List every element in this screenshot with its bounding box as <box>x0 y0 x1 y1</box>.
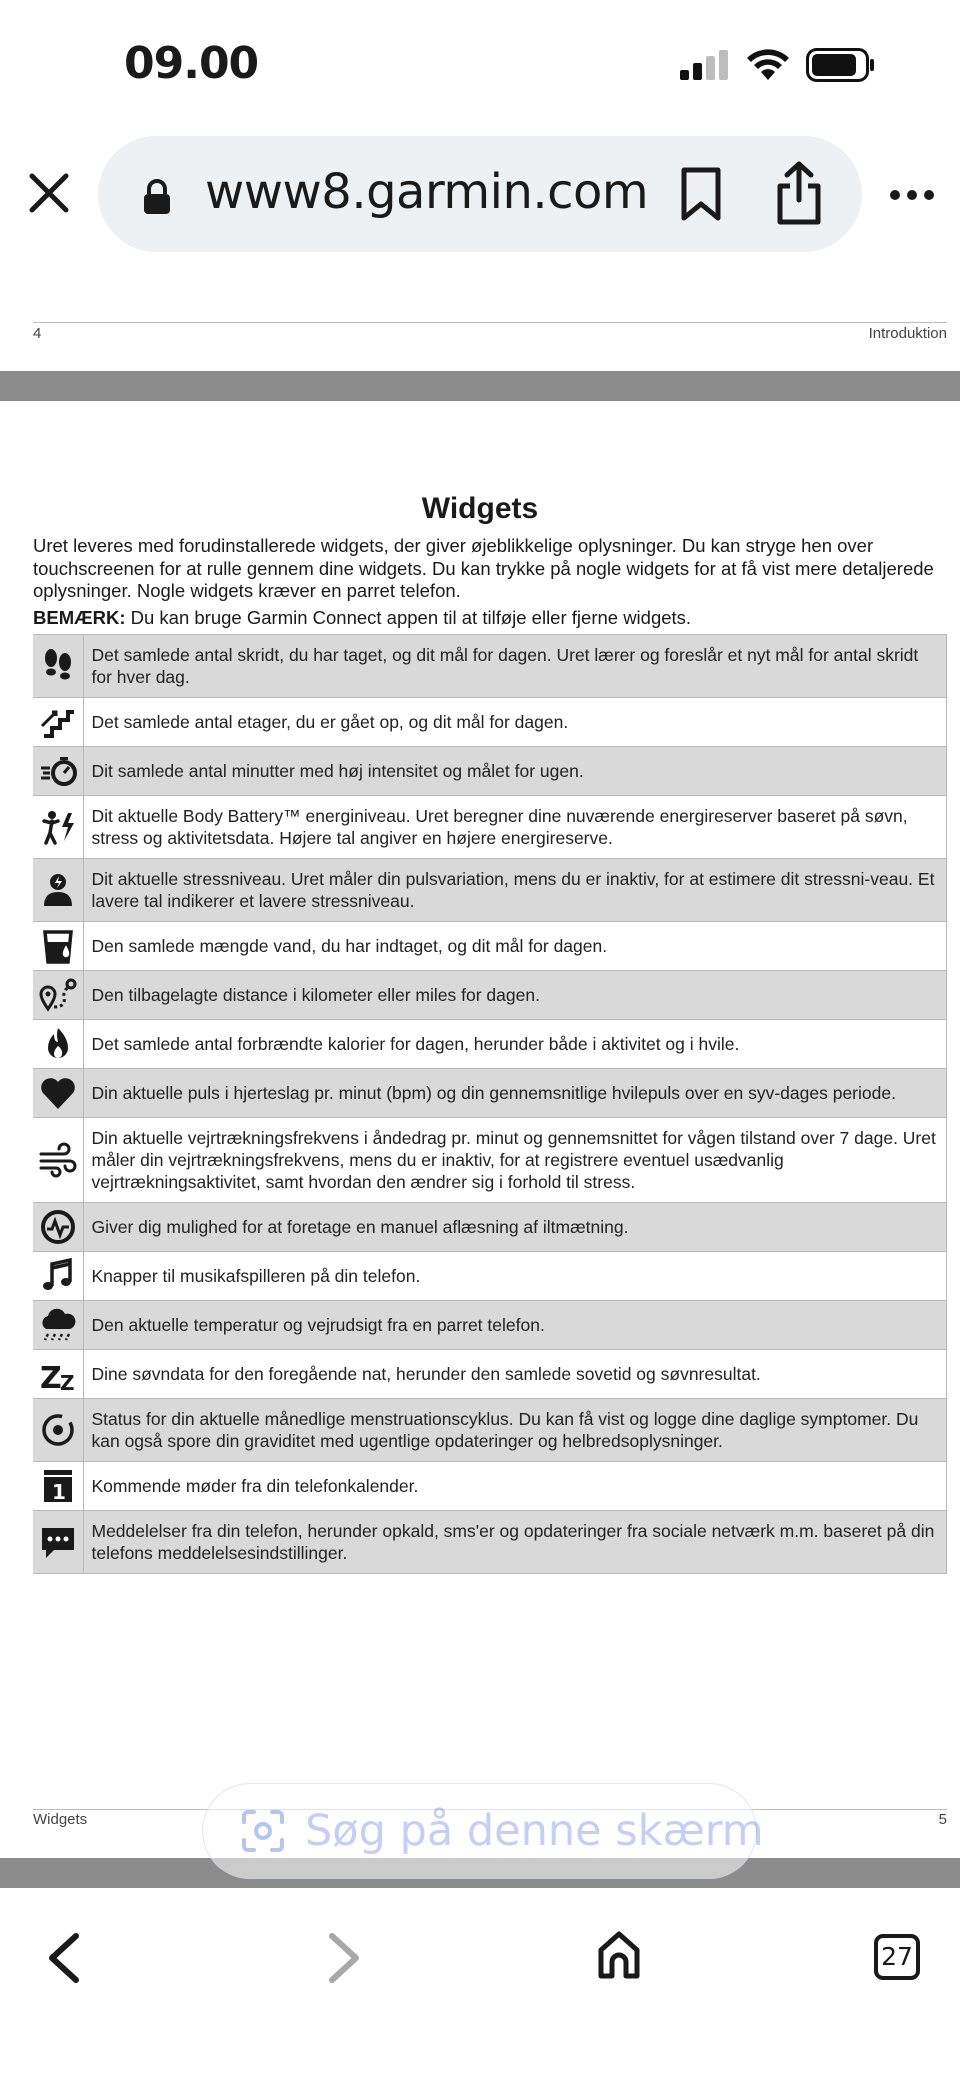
svg-text:Z: Z <box>39 1361 62 1394</box>
table-cell-icon <box>33 1301 83 1350</box>
table-cell-text: Det samlede antal forbrændte kalorier for dagen, herunder både i aktivitet og i hvile. <box>83 1020 947 1069</box>
page-title: Widgets <box>421 492 539 525</box>
table-cell-icon <box>33 1399 83 1462</box>
table-cell-icon <box>33 1462 83 1511</box>
widgets-table <box>33 634 947 1574</box>
note-paragraph <box>33 607 938 630</box>
bottom-toolbar <box>0 1890 960 2081</box>
table-row <box>33 698 947 747</box>
table-cell-icon <box>33 1069 83 1118</box>
weather-cloud-icon <box>38 1305 78 1345</box>
table-cell-text: Den aktuelle temperatur og vejrudsigt fra en parret telefon. <box>83 1301 947 1350</box>
table-cell-text: Meddelelser fra din telefon, herunder opkald, sms'er og opdateringer fra sociale netværk m.m. baseret på din telefons meddelelsesindstillinger. <box>83 1511 947 1574</box>
table-cell-text: Dit aktuelle Body Battery™ energiniveau. Uret beregner dine nuværende energireserver baseret på søvn, stress og aktivitetsdata. Højere tal angiver en højere energireserve. <box>83 796 947 859</box>
heart-icon <box>38 1073 78 1113</box>
table-row <box>33 1399 947 1462</box>
intensity-minutes-icon <box>38 751 78 791</box>
table-cell-text: Din aktuelle vejrtrækningsfrekvens i åndedrag pr. minut og gennemsnittet for vågen tilstand over 7 dage. Uret måler din vejrtrækningsfrekvens, mens du er inaktiv, for at registrere eventuel usædvanlig vejrtrækningsaktivitet, samt hvordan den ændrer sig i forhold til stress. <box>83 1118 947 1203</box>
page-number-top: 4 <box>33 325 42 342</box>
bookmark-icon[interactable] <box>676 166 726 222</box>
lens-camera-icon <box>240 1808 286 1854</box>
share-icon[interactable] <box>774 160 824 226</box>
battery-icon <box>806 48 876 82</box>
table-cell-text: Dit samlede antal minutter med høj intensitet og målet for ugen. <box>83 747 947 796</box>
music-note-icon <box>38 1256 78 1296</box>
more-options-icon[interactable] <box>888 184 936 206</box>
notifications-icon <box>38 1522 78 1562</box>
forward-arrow-icon <box>322 1930 366 1986</box>
table-cell-text: Den samlede mængde vand, du har indtaget, og dit mål for dagen. <box>83 922 947 971</box>
page-number-bottom: 5 <box>938 1811 947 1828</box>
page-separator <box>0 371 960 401</box>
table-cell-icon <box>33 1252 83 1301</box>
table-row <box>33 1252 947 1301</box>
note-label: BEMÆRK: <box>33 607 126 628</box>
table-row <box>33 1069 947 1118</box>
note-text: Du kan bruge Garmin Connect appen til at tilføje eller fjerne widgets. <box>125 607 692 628</box>
back-arrow-icon[interactable] <box>42 1930 86 1986</box>
table-cell-text: Status for din aktuelle månedlige menstruationscyklus. Du kan få vist og logge dine daglige symptomer. Du kan også spore din graviditet med ugentlige opdateringer og helbredsoplysninger. <box>83 1399 947 1462</box>
table-cell-text: Din aktuelle puls i hjerteslag pr. minut (bpm) og din gennemsnitlige hvilepuls over en syv-dages periode. <box>83 1069 947 1118</box>
table-row <box>33 1203 947 1252</box>
pulse-ox-icon <box>38 1207 78 1247</box>
table-cell-text: Kommende møder fra din telefonkalender. <box>83 1462 947 1511</box>
table-row <box>33 1511 947 1574</box>
table-row <box>33 635 947 698</box>
table-row <box>33 1462 947 1511</box>
table-cell-icon <box>33 859 83 922</box>
table-cell-text: Det samlede antal skridt, du har taget, og dit mål for dagen. Uret lærer og foreslår et nyt mål for antal skridt for hver dag. <box>83 635 947 698</box>
table-cell-icon <box>33 1350 83 1399</box>
table-row <box>33 1350 947 1399</box>
table-cell-text: Det samlede antal etager, du er gået op, og dit mål for dagen. <box>83 698 947 747</box>
table-row <box>33 747 947 796</box>
url-text[interactable]: www8.garmin.com <box>205 164 649 220</box>
table-cell-icon <box>33 635 83 698</box>
table-cell-text: Dit aktuelle stressniveau. Uret måler din pulsvariation, mens du er inaktiv, for at estimere dit stressni-veau. Et lavere tal indikerer et lavere stressniveau. <box>83 859 947 922</box>
table-row <box>33 1118 947 1203</box>
flame-icon <box>38 1024 78 1064</box>
table-cell-text: Giver dig mulighed for at foretage en manuel aflæsning af iltmætning. <box>83 1203 947 1252</box>
page-rule <box>33 322 947 323</box>
status-bar <box>0 0 960 120</box>
table-cell-icon <box>33 1203 83 1252</box>
tab-count-button[interactable]: 27 <box>874 1934 920 1980</box>
table-cell-icon <box>33 971 83 1020</box>
page-section-bottom: Widgets <box>33 1811 88 1828</box>
svg-text:Z: Z <box>59 1371 75 1394</box>
table-cell-icon <box>33 1511 83 1574</box>
table-cell-icon <box>33 796 83 859</box>
table-cell-text: Dine søvndata for den foregående nat, herunder den samlede sovetid og søvnresultat. <box>83 1350 947 1399</box>
table-cell-icon <box>33 1118 83 1203</box>
table-row <box>33 796 947 859</box>
close-icon[interactable] <box>22 166 76 220</box>
calendar-icon <box>38 1466 78 1506</box>
cellular-signal-icon <box>680 50 730 80</box>
distance-route-icon <box>38 975 78 1015</box>
wind-respiration-icon <box>38 1140 78 1180</box>
home-icon[interactable] <box>596 1930 642 1980</box>
body-battery-icon <box>38 807 78 847</box>
menstrual-cycle-icon <box>38 1410 78 1450</box>
table-cell-text: Knapper til musikafspilleren på din telefon. <box>83 1252 947 1301</box>
table-row <box>33 971 947 1020</box>
table-row <box>33 859 947 922</box>
water-glass-icon <box>38 926 78 966</box>
table-cell-icon <box>33 698 83 747</box>
page-section-top: Introduktion <box>868 325 947 342</box>
table-cell-icon <box>33 1020 83 1069</box>
table-row <box>33 1301 947 1350</box>
table-row <box>33 1020 947 1069</box>
svg-text:1: 1 <box>51 1480 66 1504</box>
wifi-icon <box>744 46 792 82</box>
table-row <box>33 922 947 971</box>
stress-icon <box>38 870 78 910</box>
lock-icon <box>140 178 174 216</box>
intro-paragraph: Uret leveres med forudinstallerede widgets, der giver øjeblikkelige oplysninger. Du kan stryge hen over touchscreenen for at rulle gennem dine widgets. Du kan trykke på nogle widgets for at få vist mere detaljerede oplysninger. Nogle widgets kræver en parret telefon. <box>33 535 934 601</box>
table-cell-text: Den tilbagelagte distance i kilometer eller miles for dagen. <box>83 971 947 1020</box>
stairs-icon <box>38 702 78 742</box>
footsteps-icon <box>38 646 78 686</box>
status-time: 09.00 <box>124 38 259 89</box>
sleep-zz-icon <box>38 1354 78 1394</box>
search-screen-label[interactable]: Søg på denne skærm <box>305 1806 764 1856</box>
table-cell-icon <box>33 747 83 796</box>
table-cell-icon <box>33 922 83 971</box>
